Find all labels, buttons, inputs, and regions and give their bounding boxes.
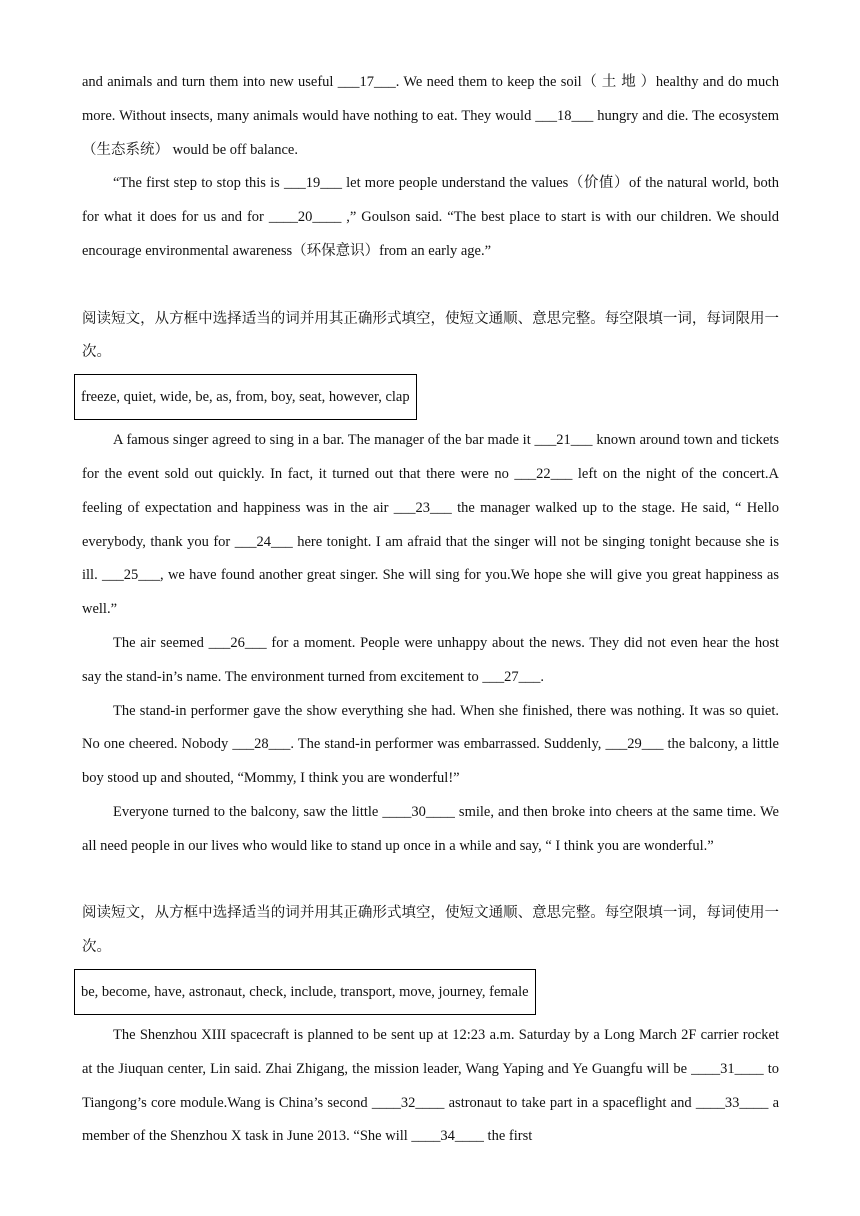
section2-paragraph-1: A famous singer agreed to sing in a bar. The manager of the bar made it ___21___ known around town and tickets for the event sold out quickly. In fact, it turned out that there were no ___22___ left on the night of the concert.A feeling of expectation and happiness was in the air ___23___ the manager walked up to the stage. He said, “ Hello everybody, thank you for ___24___ here tonight. I am afraid that the singer will not be singing tonight because she is ill. ___25___, we have found another great singer. She will sing for you.We hope she will give you great happiness as well.” <box>82 432 779 618</box>
passage1-paragraph-1: and animals and turn them into new useful ___17___. We need them to keep the soil（ 土 地 ）healthy and do much more. Without insects, many animals would have nothing to eat. They would ___18___ hungry and die. The ecosystem（生态系统） would be off balance. <box>82 74 779 158</box>
passage1-paragraph-2: “The first step to stop this is ___19___ let more people understand the values（价值）of the natural world, both for what it does for us and for ____20____ ,” Goulson said. “The best place to start is with our children. We should encourage environmental awareness（环保意识）from an early age.” <box>82 175 779 259</box>
document-page <box>82 66 779 1154</box>
section-gap <box>82 269 779 303</box>
section2-word-box: freeze, quiet, wide, be, as, from, boy, seat, however, clap <box>74 374 417 420</box>
section2-instruction: 阅读短文，从方框中选择适当的词并用其正确形式填空，使短文通顺、意思完整。每空限填一词，每词限用一次。 <box>82 310 779 361</box>
section3-word-box: be, become, have, astronaut, check, include, transport, move, journey, female <box>74 969 536 1015</box>
section2-paragraph-2: The air seemed ___26___ for a moment. People were unhappy about the news. They did not even hear the host say the stand-in’s name. The environment turned from excitement to ___27___. <box>82 634 779 685</box>
section-gap <box>82 864 779 898</box>
section2-paragraph-4: Everyone turned to the balcony, saw the little ____30____ smile, and then broke into cheers at the same time. We all need people in our lives who would like to stand up once in a while and say, “ I think you are wonderful.” <box>82 803 779 854</box>
section2-paragraph-3: The stand-in performer gave the show everything she had. When she finished, there was nothing. It was so quiet. No one cheered. Nobody ___28___. The stand-in performer was embarrassed. Suddenly, ___29___ the balcony, a little boy stood up and shouted, “Mommy, I think you are wonderful!” <box>82 702 779 787</box>
section3-instruction: 阅读短文，从方框中选择适当的词并用其正确形式填空，使短文通顺、意思完整。每空限填一词，每词使用一次。 <box>82 905 779 956</box>
section3-paragraph-1: The Shenzhou XIII spacecraft is planned to be sent up at 12:23 a.m. Saturday by a Long March 2F carrier rocket at the Jiuquan center, Lin said. Zhai Zhigang, the mission leader, Wang Yaping and Ye Guangfu will be ____31____ to Tiangong’s core module.Wang is China’s second ____32____ astronaut to take part in a spaceflight and ____33____ a member of the Shenzhou X task in June 2013. “She will ____34____ the first <box>82 1026 779 1145</box>
